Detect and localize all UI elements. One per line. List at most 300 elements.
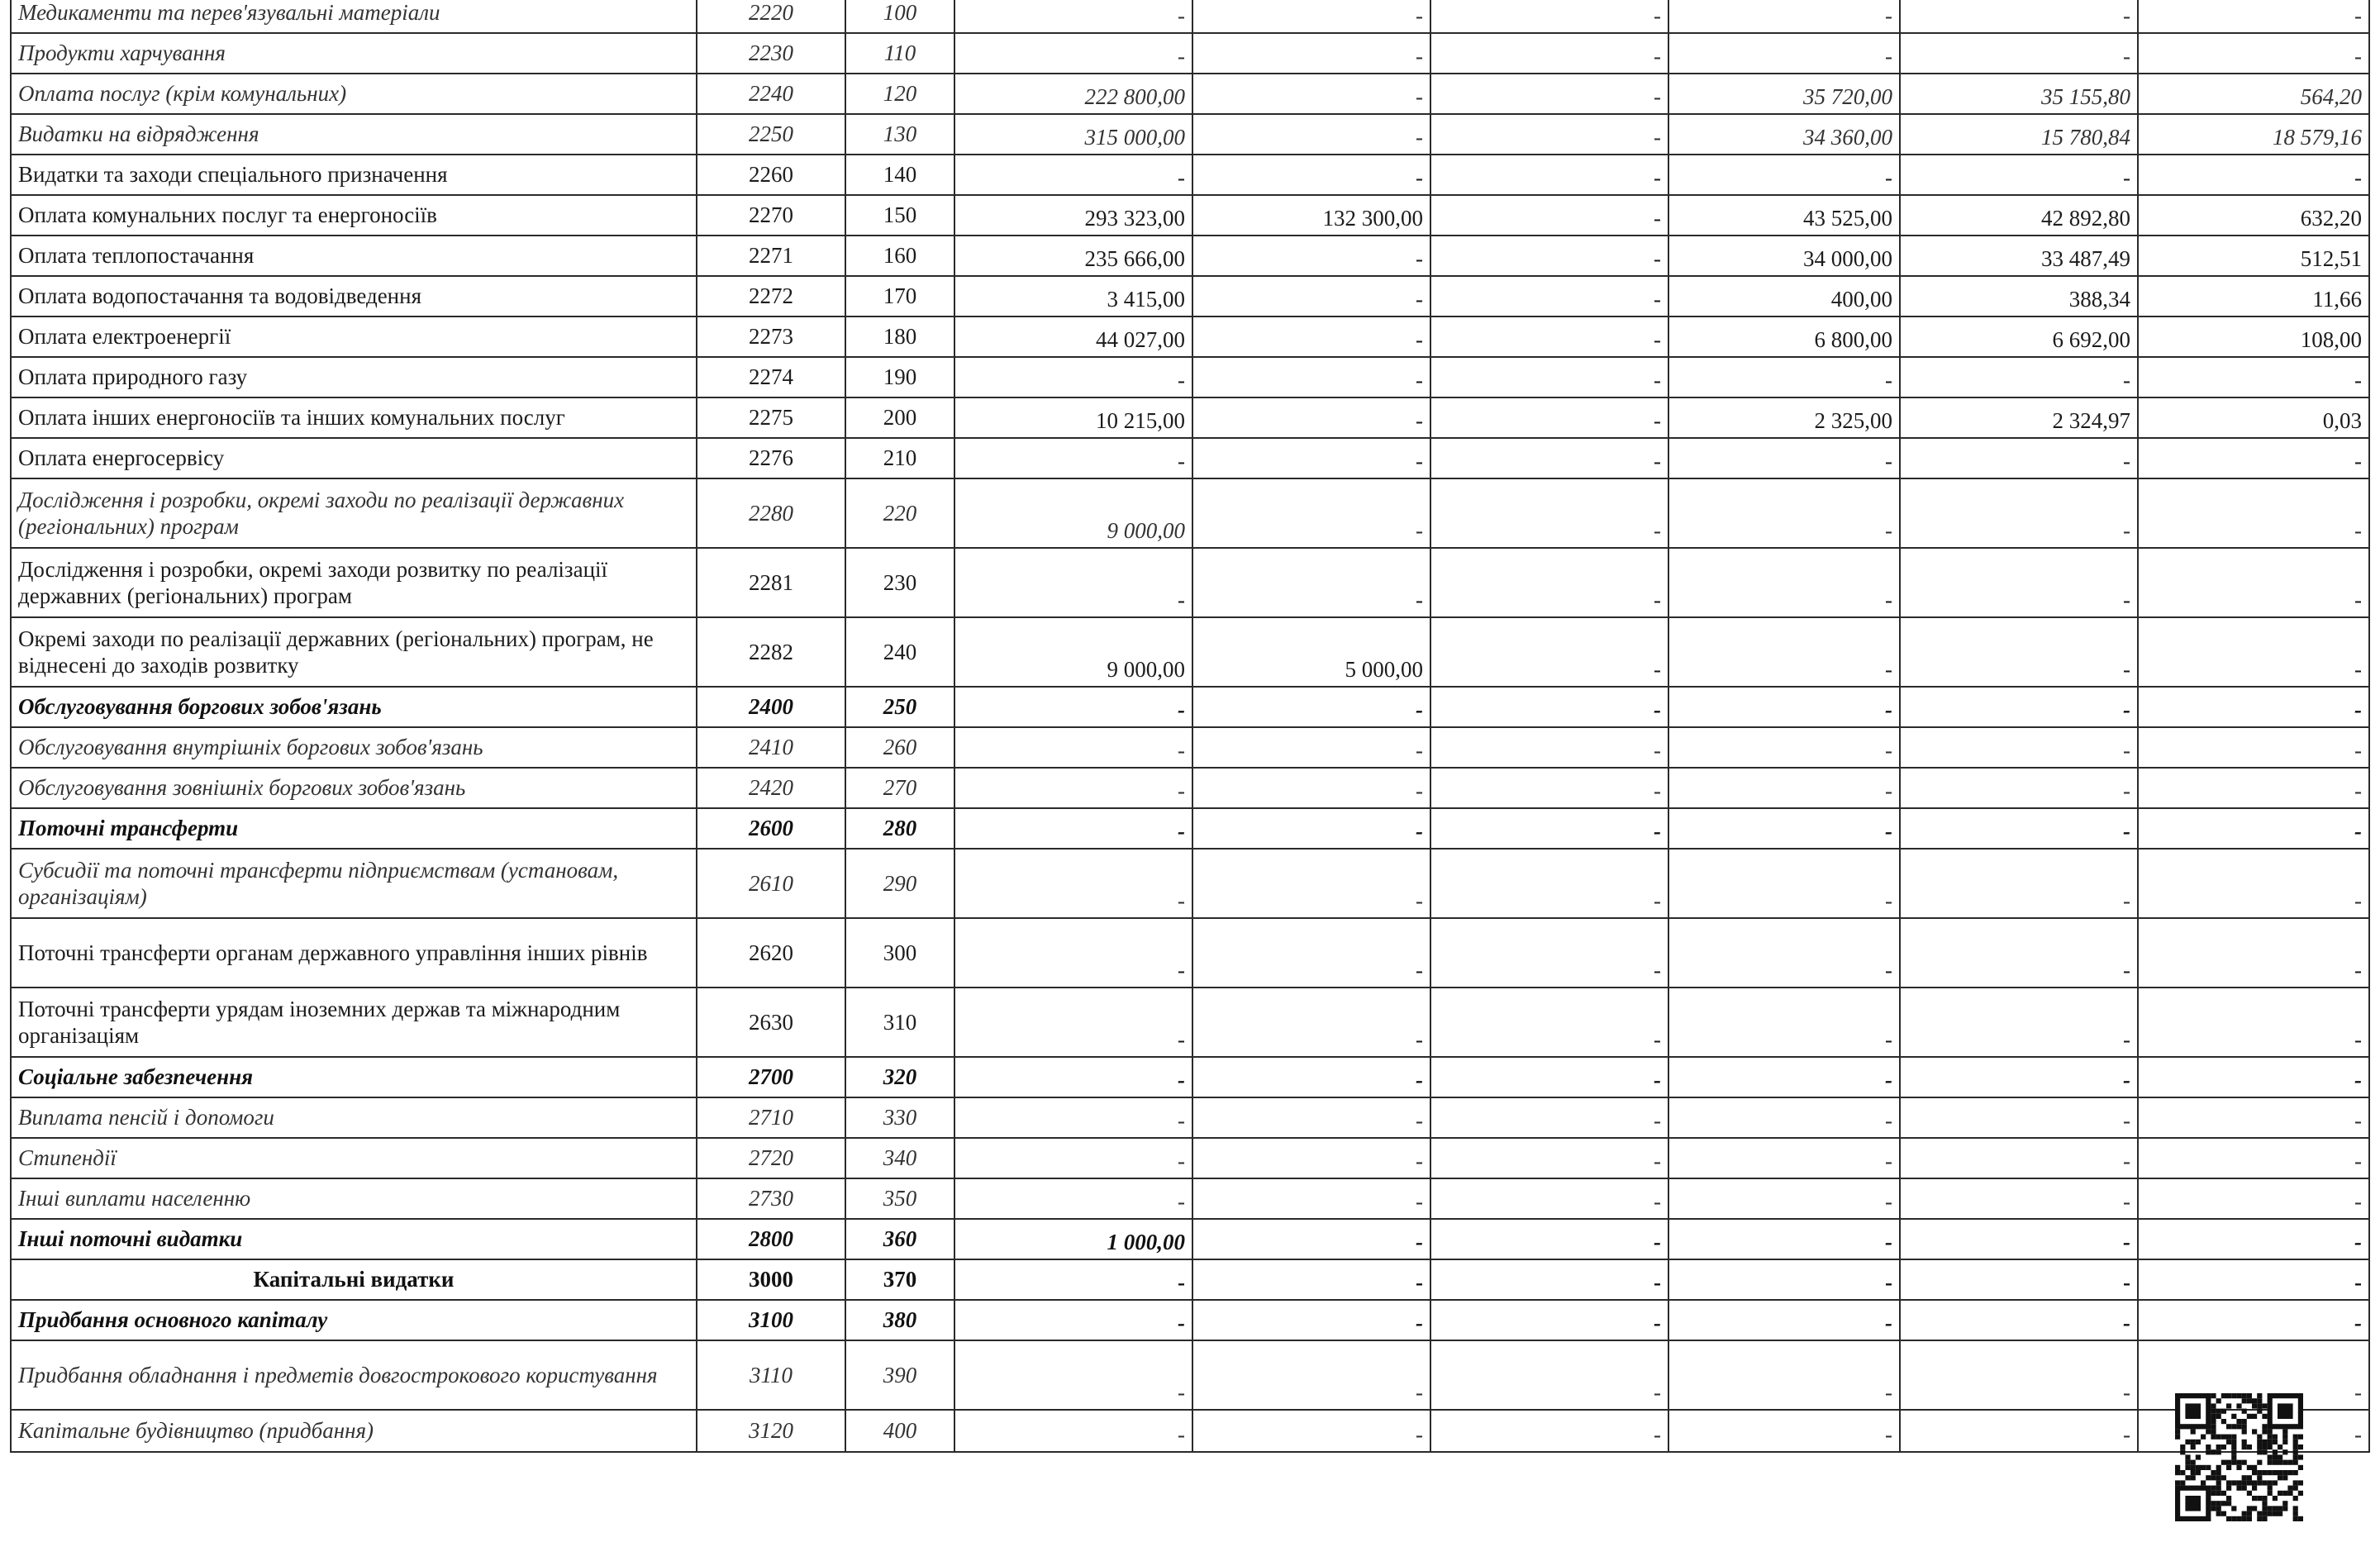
amount-cell-c3: - [1430,316,1668,357]
amount-cell-c5: - [1900,478,2138,548]
amount-cell-c4: - [1668,0,1900,33]
expense-name-cell: Поточні трансферти органам державного управління інших рівнів [11,918,697,988]
amount-cell-c4: - [1668,1138,1900,1178]
row-code-cell: 320 [845,1057,954,1097]
amount-cell-c4: 400,00 [1668,276,1900,316]
table-row [11,478,2369,548]
amount-cell-c6: 11,66 [2138,276,2369,316]
row-code-cell: 210 [845,438,954,478]
amount-cell-c6: - [2138,617,2369,687]
expense-name-cell: Оплата енергосервісу [11,438,697,478]
expense-name-cell: Дослідження і розробки, окремі заходи розвитку по реалізації державних (регіональних) програм [11,548,697,617]
amount-cell-c1: - [954,1259,1192,1300]
amount-cell-c2: - [1192,1410,1430,1452]
expense-name-cell: Капітальне будівництво (придбання) [11,1410,697,1452]
amount-cell-c6: - [2138,548,2369,617]
amount-cell-c1: - [954,1057,1192,1097]
amount-cell-c5: 15 780,84 [1900,114,2138,155]
amount-cell-c3: - [1430,849,1668,918]
amount-cell-c2: - [1192,438,1430,478]
amount-cell-c4: - [1668,1410,1900,1452]
kekv-code-cell: 2275 [697,397,845,438]
amount-cell-c6: - [2138,768,2369,808]
amount-cell-c5: - [1900,357,2138,397]
amount-cell-c6: - [2138,1219,2369,1259]
amount-cell-c4: - [1668,1219,1900,1259]
table-row [11,1340,2369,1410]
amount-cell-c1: - [954,687,1192,727]
amount-cell-c3: - [1430,33,1668,74]
table-row [11,617,2369,687]
row-code-cell: 120 [845,74,954,114]
expense-name-cell: Оплата комунальних послуг та енергоносіїв [11,195,697,236]
expense-name-cell: Дослідження і розробки, окремі заходи по реалізації державних (регіональних) програм [11,478,697,548]
amount-cell-c5: 388,34 [1900,276,2138,316]
amount-cell-c6: - [2138,1340,2369,1410]
kekv-code-cell: 2730 [697,1178,845,1219]
row-code-cell: 380 [845,1300,954,1340]
amount-cell-c2: - [1192,768,1430,808]
amount-cell-c3: - [1430,727,1668,768]
kekv-code-cell: 2410 [697,727,845,768]
kekv-code-cell: 2282 [697,617,845,687]
amount-cell-c2: - [1192,988,1430,1057]
expense-name-cell: Обслуговування зовнішніх боргових зобов'язань [11,768,697,808]
amount-cell-c6: - [2138,1410,2369,1452]
amount-cell-c1: - [954,548,1192,617]
amount-cell-c1: - [954,988,1192,1057]
amount-cell-c2: 5 000,00 [1192,617,1430,687]
amount-cell-c3: - [1430,988,1668,1057]
table-row [11,687,2369,727]
amount-cell-c1: - [954,849,1192,918]
amount-cell-c1: - [954,1300,1192,1340]
amount-cell-c3: - [1430,1219,1668,1259]
row-code-cell: 300 [845,918,954,988]
table-row [11,1097,2369,1138]
row-code-cell: 330 [845,1097,954,1138]
amount-cell-c5: - [1900,1178,2138,1219]
amount-cell-c6: - [2138,1057,2369,1097]
row-code-cell: 270 [845,768,954,808]
amount-cell-c3: - [1430,114,1668,155]
amount-cell-c3: - [1430,438,1668,478]
table-row [11,114,2369,155]
amount-cell-c3: - [1430,768,1668,808]
amount-cell-c1: 44 027,00 [954,316,1192,357]
amount-cell-c6: - [2138,357,2369,397]
amount-cell-c4: - [1668,1057,1900,1097]
amount-cell-c6: - [2138,1259,2369,1300]
amount-cell-c1: 222 800,00 [954,74,1192,114]
amount-cell-c2: - [1192,1097,1430,1138]
amount-cell-c5: - [1900,768,2138,808]
amount-cell-c1: - [954,768,1192,808]
amount-cell-c2: - [1192,808,1430,849]
kekv-code-cell: 2710 [697,1097,845,1138]
amount-cell-c6: - [2138,918,2369,988]
table-row [11,74,2369,114]
amount-cell-c6: - [2138,808,2369,849]
amount-cell-c5: - [1900,1340,2138,1410]
amount-cell-c1: - [954,1340,1192,1410]
row-code-cell: 310 [845,988,954,1057]
amount-cell-c6: 564,20 [2138,74,2369,114]
amount-cell-c6: - [2138,687,2369,727]
amount-cell-c1: - [954,727,1192,768]
amount-cell-c3: - [1430,74,1668,114]
row-code-cell: 160 [845,236,954,276]
amount-cell-c4: - [1668,1178,1900,1219]
amount-cell-c6: - [2138,478,2369,548]
amount-cell-c1: 10 215,00 [954,397,1192,438]
kekv-code-cell: 3110 [697,1340,845,1410]
amount-cell-c4: - [1668,548,1900,617]
kekv-code-cell: 2610 [697,849,845,918]
amount-cell-c2: 132 300,00 [1192,195,1430,236]
amount-cell-c5: - [1900,1259,2138,1300]
row-code-cell: 260 [845,727,954,768]
expense-name-cell: Оплата природного газу [11,357,697,397]
amount-cell-c6: - [2138,0,2369,33]
amount-cell-c3: - [1430,276,1668,316]
amount-cell-c5: - [1900,1300,2138,1340]
amount-cell-c5: - [1900,808,2138,849]
amount-cell-c6: - [2138,988,2369,1057]
expense-name-cell: Соціальне забезпечення [11,1057,697,1097]
row-code-cell: 230 [845,548,954,617]
amount-cell-c5: - [1900,918,2138,988]
kekv-code-cell: 2420 [697,768,845,808]
table-row [11,397,2369,438]
amount-cell-c6: 108,00 [2138,316,2369,357]
amount-cell-c1: 315 000,00 [954,114,1192,155]
expense-name-cell: Обслуговування боргових зобов'язань [11,687,697,727]
expense-name-cell: Оплата електроенергії [11,316,697,357]
expense-name-cell: Продукти харчування [11,33,697,74]
amount-cell-c3: - [1430,1410,1668,1452]
kekv-code-cell: 2400 [697,687,845,727]
kekv-code-cell: 2720 [697,1138,845,1178]
amount-cell-c3: - [1430,0,1668,33]
amount-cell-c1: 9 000,00 [954,617,1192,687]
amount-cell-c3: - [1430,195,1668,236]
kekv-code-cell: 2272 [697,276,845,316]
table-row [11,236,2369,276]
amount-cell-c5: - [1900,849,2138,918]
amount-cell-c5: - [1900,1097,2138,1138]
amount-cell-c1: 235 666,00 [954,236,1192,276]
row-code-cell: 280 [845,808,954,849]
amount-cell-c2: - [1192,1300,1430,1340]
amount-cell-c2: - [1192,1138,1430,1178]
amount-cell-c5: 2 324,97 [1900,397,2138,438]
expense-name-cell: Окремі заходи по реалізації державних (регіональних) програм, не віднесені до заходів розвитку [11,617,697,687]
amount-cell-c3: - [1430,918,1668,988]
amount-cell-c6: - [2138,1138,2369,1178]
amount-cell-c1: 1 000,00 [954,1219,1192,1259]
amount-cell-c2: - [1192,849,1430,918]
kekv-code-cell: 2600 [697,808,845,849]
amount-cell-c6: 512,51 [2138,236,2369,276]
table-row [11,1138,2369,1178]
row-code-cell: 360 [845,1219,954,1259]
expense-name-cell: Оплата водопостачання та водовідведення [11,276,697,316]
table-row [11,548,2369,617]
amount-cell-c2: - [1192,918,1430,988]
table-row [11,195,2369,236]
amount-cell-c4: 2 325,00 [1668,397,1900,438]
amount-cell-c2: - [1192,1057,1430,1097]
amount-cell-c3: - [1430,808,1668,849]
amount-cell-c2: - [1192,114,1430,155]
table-row [11,1410,2369,1452]
expense-name-cell: Виплата пенсій і допомоги [11,1097,697,1138]
amount-cell-c2: - [1192,1259,1430,1300]
amount-cell-c4: - [1668,155,1900,195]
expense-name-cell: Оплата інших енергоносіїв та інших комунальних послуг [11,397,697,438]
row-code-cell: 100 [845,0,954,33]
row-code-cell: 290 [845,849,954,918]
amount-cell-c3: - [1430,1178,1668,1219]
table-row [11,1057,2369,1097]
amount-cell-c4: - [1668,1340,1900,1410]
amount-cell-c4: - [1668,438,1900,478]
amount-cell-c3: - [1430,1057,1668,1097]
amount-cell-c5: - [1900,548,2138,617]
table-row [11,438,2369,478]
table-row [11,357,2369,397]
amount-cell-c2: - [1192,548,1430,617]
amount-cell-c3: - [1430,397,1668,438]
amount-cell-c3: - [1430,1340,1668,1410]
table-row [11,316,2369,357]
expense-name-cell: Видатки на відрядження [11,114,697,155]
budget-expenditure-table [10,0,2370,1453]
amount-cell-c4: 34 360,00 [1668,114,1900,155]
amount-cell-c5: - [1900,617,2138,687]
row-code-cell: 370 [845,1259,954,1300]
table-row [11,1178,2369,1219]
amount-cell-c6: - [2138,849,2369,918]
kekv-code-cell: 2280 [697,478,845,548]
amount-cell-c6: - [2138,1300,2369,1340]
expense-name-cell: Інші поточні видатки [11,1219,697,1259]
amount-cell-c2: - [1192,1340,1430,1410]
kekv-code-cell: 2800 [697,1219,845,1259]
amount-cell-c1: - [954,808,1192,849]
amount-cell-c5: - [1900,155,2138,195]
kekv-code-cell: 2220 [697,0,845,33]
table-row [11,768,2369,808]
expense-name-cell: Субсидії та поточні трансферти підприємствам (установам, організаціям) [11,849,697,918]
expense-name-cell: Стипендії [11,1138,697,1178]
amount-cell-c5: - [1900,1410,2138,1452]
amount-cell-c1: - [954,918,1192,988]
amount-cell-c2: - [1192,316,1430,357]
amount-cell-c5: 35 155,80 [1900,74,2138,114]
amount-cell-c4: - [1668,617,1900,687]
row-code-cell: 180 [845,316,954,357]
table-row [11,808,2369,849]
amount-cell-c1: - [954,0,1192,33]
expense-name-cell: Видатки та заходи спеціального призначення [11,155,697,195]
amount-cell-c3: - [1430,155,1668,195]
row-code-cell: 400 [845,1410,954,1452]
amount-cell-c3: - [1430,1300,1668,1340]
amount-cell-c5: - [1900,687,2138,727]
amount-cell-c4: - [1668,357,1900,397]
amount-cell-c2: - [1192,33,1430,74]
row-code-cell: 150 [845,195,954,236]
row-code-cell: 240 [845,617,954,687]
amount-cell-c1: - [954,1138,1192,1178]
amount-cell-c6: 0,03 [2138,397,2369,438]
amount-cell-c1: - [954,1097,1192,1138]
kekv-code-cell: 2630 [697,988,845,1057]
kekv-code-cell: 2270 [697,195,845,236]
amount-cell-c5: - [1900,1138,2138,1178]
expense-name-cell: Капітальні видатки [11,1259,697,1300]
amount-cell-c3: - [1430,357,1668,397]
row-code-cell: 140 [845,155,954,195]
kekv-code-cell: 3100 [697,1300,845,1340]
amount-cell-c2: - [1192,1178,1430,1219]
amount-cell-c3: - [1430,478,1668,548]
amount-cell-c2: - [1192,0,1430,33]
amount-cell-c4: - [1668,727,1900,768]
amount-cell-c1: - [954,438,1192,478]
amount-cell-c3: - [1430,1138,1668,1178]
amount-cell-c6: - [2138,1097,2369,1138]
kekv-code-cell: 2281 [697,548,845,617]
amount-cell-c2: - [1192,1219,1430,1259]
table-row [11,0,2369,33]
expense-name-cell: Обслуговування внутрішніх боргових зобов'язань [11,727,697,768]
amount-cell-c4: 35 720,00 [1668,74,1900,114]
amount-cell-c5: - [1900,1057,2138,1097]
row-code-cell: 130 [845,114,954,155]
expense-name-cell: Оплата послуг (крім комунальних) [11,74,697,114]
amount-cell-c6: - [2138,727,2369,768]
amount-cell-c4: - [1668,478,1900,548]
amount-cell-c6: - [2138,155,2369,195]
table-row [11,1219,2369,1259]
amount-cell-c4: - [1668,849,1900,918]
table-row [11,849,2369,918]
table-row [11,918,2369,988]
row-code-cell: 350 [845,1178,954,1219]
amount-cell-c4: - [1668,1097,1900,1138]
amount-cell-c3: - [1430,1259,1668,1300]
amount-cell-c4: - [1668,687,1900,727]
expense-name-cell: Поточні трансферти урядам іноземних держав та міжнародним організаціям [11,988,697,1057]
kekv-code-cell: 2274 [697,357,845,397]
amount-cell-c5: - [1900,727,2138,768]
amount-cell-c5: - [1900,988,2138,1057]
amount-cell-c6: - [2138,33,2369,74]
kekv-code-cell: 2260 [697,155,845,195]
kekv-code-cell: 2276 [697,438,845,478]
amount-cell-c3: - [1430,687,1668,727]
amount-cell-c5: - [1900,33,2138,74]
amount-cell-c2: - [1192,155,1430,195]
amount-cell-c6: - [2138,438,2369,478]
row-code-cell: 190 [845,357,954,397]
table-row [11,1300,2369,1340]
row-code-cell: 170 [845,276,954,316]
amount-cell-c1: - [954,357,1192,397]
row-code-cell: 110 [845,33,954,74]
amount-cell-c5: 42 892,80 [1900,195,2138,236]
row-code-cell: 250 [845,687,954,727]
amount-cell-c2: - [1192,74,1430,114]
amount-cell-c4: 43 525,00 [1668,195,1900,236]
kekv-code-cell: 2700 [697,1057,845,1097]
amount-cell-c3: - [1430,1097,1668,1138]
kekv-code-cell: 3120 [697,1410,845,1452]
expense-name-cell: Придбання основного капіталу [11,1300,697,1340]
qr-code [2172,1387,2307,1535]
expense-name-cell: Оплата теплопостачання [11,236,697,276]
expense-name-cell: Інші виплати населенню [11,1178,697,1219]
table-row [11,276,2369,316]
amount-cell-c3: - [1430,617,1668,687]
row-code-cell: 390 [845,1340,954,1410]
amount-cell-c1: 9 000,00 [954,478,1192,548]
amount-cell-c5: - [1900,0,2138,33]
amount-cell-c2: - [1192,687,1430,727]
kekv-code-cell: 2273 [697,316,845,357]
amount-cell-c6: 632,20 [2138,195,2369,236]
amount-cell-c4: 6 800,00 [1668,316,1900,357]
kekv-code-cell: 2250 [697,114,845,155]
amount-cell-c4: - [1668,1300,1900,1340]
row-code-cell: 200 [845,397,954,438]
amount-cell-c6: 18 579,16 [2138,114,2369,155]
amount-cell-c4: - [1668,918,1900,988]
amount-cell-c4: - [1668,768,1900,808]
kekv-code-cell: 3000 [697,1259,845,1300]
kekv-code-cell: 2240 [697,74,845,114]
amount-cell-c1: - [954,1410,1192,1452]
amount-cell-c2: - [1192,236,1430,276]
expense-name-cell: Поточні трансферти [11,808,697,849]
table-row [11,1259,2369,1300]
amount-cell-c3: - [1430,548,1668,617]
table-row [11,33,2369,74]
table-row [11,988,2369,1057]
amount-cell-c2: - [1192,397,1430,438]
amount-cell-c1: - [954,33,1192,74]
amount-cell-c5: 6 692,00 [1900,316,2138,357]
amount-cell-c4: - [1668,808,1900,849]
amount-cell-c6: - [2138,1178,2369,1219]
amount-cell-c3: - [1430,236,1668,276]
amount-cell-c1: - [954,155,1192,195]
amount-cell-c4: 34 000,00 [1668,236,1900,276]
row-code-cell: 340 [845,1138,954,1178]
amount-cell-c2: - [1192,357,1430,397]
row-code-cell: 220 [845,478,954,548]
kekv-code-cell: 2230 [697,33,845,74]
kekv-code-cell: 2620 [697,918,845,988]
expense-name-cell: Медикаменти та перев'язувальні матеріали [11,0,697,33]
table-row [11,727,2369,768]
amount-cell-c1: 3 415,00 [954,276,1192,316]
amount-cell-c2: - [1192,478,1430,548]
amount-cell-c4: - [1668,33,1900,74]
